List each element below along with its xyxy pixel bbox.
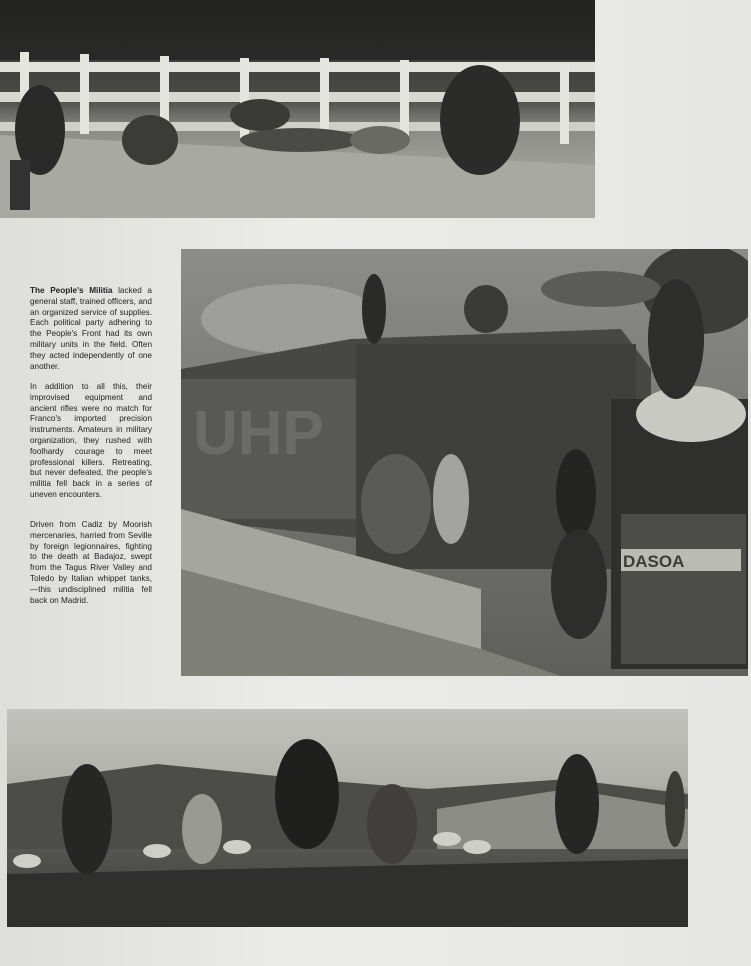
photo-armored-train <box>181 249 748 676</box>
photo-militia-fence <box>0 0 595 218</box>
caption-lead: The People's Militia <box>30 286 113 295</box>
caption-paragraph-2 <box>30 382 152 501</box>
photo-militia-hillside-image <box>7 709 688 927</box>
photo-militia-fence-image <box>0 0 595 218</box>
caption-paragraph-3 <box>30 520 152 606</box>
wagon-lettering: DASOA <box>623 552 685 571</box>
photo-militia-hillside <box>7 709 688 927</box>
train-lettering: UHP <box>193 399 324 468</box>
caption-paragraph-3-text: Driven from Cadiz by Moorish mercenaries, harried from Seville by foreign legionnaires, fighting to the death at Badajoz, swept from the Tagus River Valley and Toledo by Italian whippet tanks, —this undisciplined militia fell back on Madrid. <box>30 520 152 605</box>
caption-paragraph-1-text: lacked a general staff, trained officers, and an organized service of supplies. Each political party adhering to the People's Front had its own military units in the field. Often they acted independently of one another. <box>30 286 152 371</box>
caption-paragraph-1 <box>30 286 152 372</box>
caption-paragraph-2-text: In addition to all this, their improvised equipment and ancient rifles were no match for Franco's imported precision instruments. Amateurs in military organization, they rushed with foolhardy courage to meet professional killers. Retreating, but never defeated, the people's militia fell back in a series of uneven encounters. <box>30 382 152 499</box>
photo-armored-train-image <box>181 249 748 676</box>
